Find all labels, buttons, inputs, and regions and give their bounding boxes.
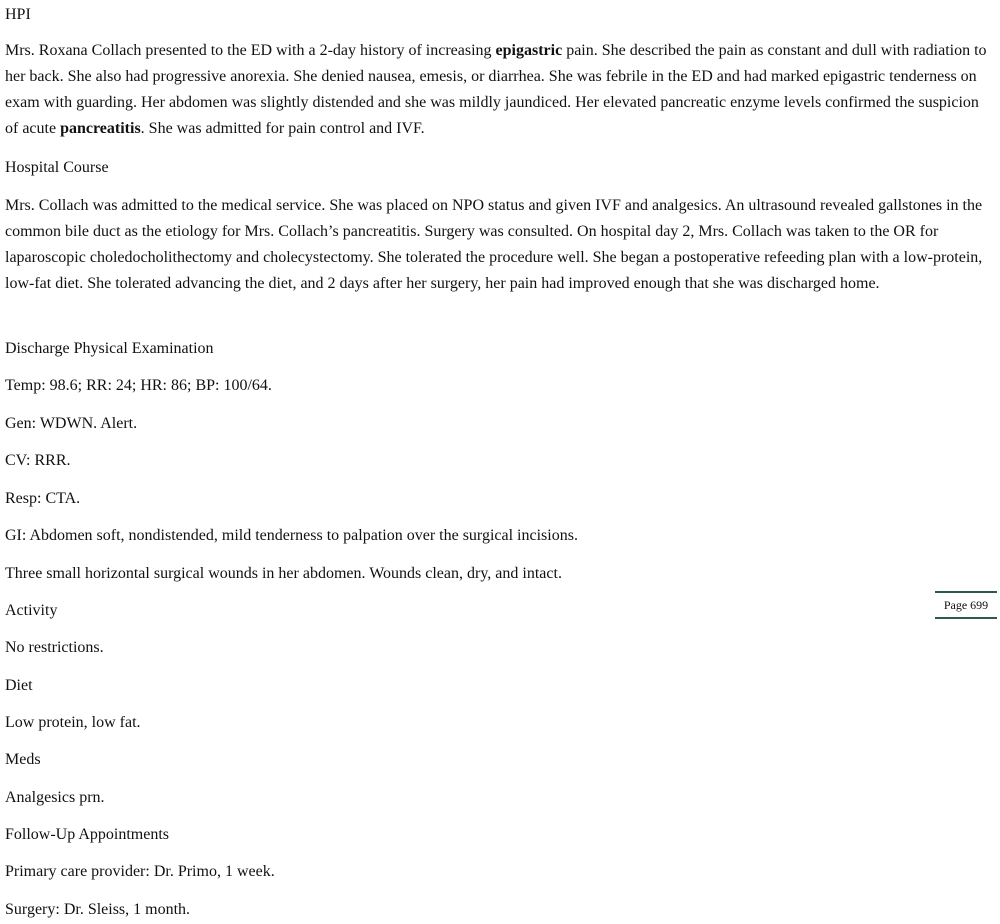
exam-resp: Resp: CTA. [5, 490, 81, 507]
diet-heading: Diet [5, 677, 33, 694]
diet-text: Low protein, low fat. [5, 714, 141, 731]
follow-up-heading: Follow-Up Appointments [5, 826, 170, 843]
activity-text: No restrictions. [5, 639, 104, 656]
meds-heading: Meds [5, 751, 41, 768]
hpi-term-epigastric: epigastric [495, 42, 563, 59]
hpi-text-2: pain. She described the pain as constant and dull with radiation to her back. She also had progressive anorexia. She denied nausea, emesis, or diarrhea. She was febrile in the ED and had marked epigastric tenderness on exam with guarding. Her abdomen was slightly distended and she was mildly jaundiced. Her elevated pancreatic enzyme levels confirmed the suspicion of acute [5, 42, 987, 137]
hospital-course-paragraph: Mrs. Collach was admitted to the medical service. She was placed on NPO status and given IVF and analgesics. An ultrasound revealed gallstones in the common bile duct as the etiology for Mrs. Collach’s pancreatitis. Surgery was consulted. On hospital day 2, Mrs. Collach was taken to the OR for laparoscopic choledocholithectomy and cholecystectomy. She tolerated the procedure well. She began a postoperative refeeding plan with a low-protein, low-fat diet. She tolerated advancing the diet, and 2 days after her surgery, her pain had improved enough that she was discharged home. [5, 197, 983, 292]
hpi-text-1: Mrs. Roxana Collach presented to the ED with a 2-day history of increasing [5, 42, 496, 59]
exam-gi: GI: Abdomen soft, nondistended, mild tenderness to palpation over the surgical incisions. [5, 527, 578, 544]
exam-vitals: Temp: 98.6; RR: 24; HR: 86; BP: 100/64. [5, 377, 272, 394]
hpi-term-pancreatitis: pancreatitis [60, 120, 141, 137]
hpi-heading: HPI [5, 6, 31, 23]
exam-heading: Discharge Physical Examination [5, 340, 214, 357]
exam-cv: CV: RRR. [5, 452, 71, 469]
exam-wounds: Three small horizontal surgical wounds in her abdomen. Wounds clean, dry, and intact. [5, 565, 562, 582]
hospital-course-heading: Hospital Course [5, 159, 109, 176]
page-number-marker: Page 699 [935, 591, 997, 619]
meds-text: Analgesics prn. [5, 789, 105, 806]
activity-heading: Activity [5, 602, 58, 619]
follow-up-primary: Primary care provider: Dr. Primo, 1 week. [5, 863, 275, 880]
follow-up-surgery: Surgery: Dr. Sleiss, 1 month. [5, 901, 191, 918]
hpi-text-3: . She was admitted for pain control and IVF. [140, 120, 425, 137]
exam-gen: Gen: WDWN. Alert. [5, 415, 138, 432]
hpi-paragraph [5, 38, 990, 142]
